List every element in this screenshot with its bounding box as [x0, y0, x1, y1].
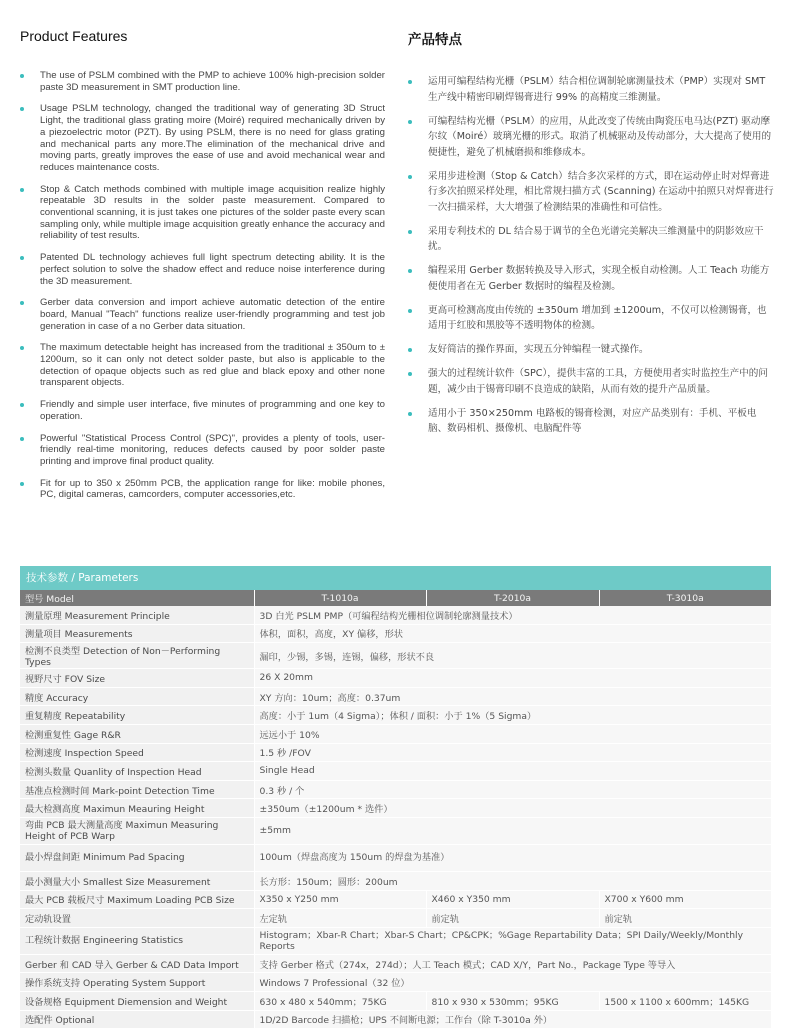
feature-item: Powerful "Statistical Process Control (SPC)", provides a plenty of tools, user-friendly real-time monitoring, reduces defects caused by poor solder paste printing and improve final product quality. — [20, 433, 385, 468]
param-value: 1D/2D Barcode 扫描枪；UPS 不间断电源；工作台（除 T-3010a 外） — [254, 1010, 771, 1029]
bullet-icon — [408, 175, 412, 179]
bullet-icon — [408, 412, 412, 416]
param-label: 检测重复性 Gage R&R — [20, 724, 254, 743]
model-header-row — [20, 590, 771, 606]
param-label: 精度 Accuracy — [20, 687, 254, 706]
param-label: 基准点检测时间 Mark-point Detection Time — [20, 780, 254, 799]
feature-item: 更高可检测高度由传统的 ±350um 增加到 ±1200um，不仅可以检测锡膏，也适用于红胶和黑胶等不透明物体的检测。 — [408, 303, 774, 334]
param-value: 0.3 秒 / 个 — [254, 780, 771, 799]
param-value: ±350um（±1200um * 选件） — [254, 799, 771, 818]
table-row — [20, 762, 771, 781]
param-value: X350 x Y250 mm — [254, 890, 426, 909]
param-value: Histogram；Xbar-R Chart；Xbar-S Chart；CP&CPK；%Gage Repartability Data；SPI Daily/Weekly/Monthly Reports — [254, 927, 771, 954]
param-value: 26 X 20mm — [254, 669, 771, 688]
parameters-section — [20, 566, 771, 1029]
bullet-icon — [20, 437, 24, 441]
param-label: 视野尺寸 FOV Size — [20, 669, 254, 688]
feature-item: Fit for up to 350 x 250mm PCB, the application range for like: mobile phones, PC, digital cameras, camcorders, computer accessories,etc. — [20, 478, 385, 501]
param-value: 1500 x 1100 x 600mm；145KG — [599, 991, 771, 1010]
param-value: 漏印，少锡，多锡，连锡，偏移，形状不良 — [254, 643, 771, 669]
table-row — [20, 817, 771, 844]
table-row — [20, 844, 771, 871]
param-label: Gerber 和 CAD 导入 Gerber & CAD Data Import — [20, 954, 254, 973]
feature-item: Gerber data conversion and import achieve automatic detection of the entire board, Manual "Teach" functions realize user-friendly programming and test job generation in case of a no Gerber data situation. — [20, 297, 385, 332]
chinese-features-column — [408, 0, 774, 445]
param-value: Single Head — [254, 762, 771, 781]
bullet-icon — [408, 230, 412, 234]
bullet-icon — [408, 372, 412, 376]
feature-item: Usage PSLM technology, changed the traditional way of generating 3D Struct Light, the traditional glass grating moire (Moiré) required mechanically driven by a piezoelectric motor (PZT). By using PSLM, there is no need for glass grating and mechanical parts any more.The elimination of the mechanical drive and moving parts, greatly improves the ease of use and avoid mechanical wear and reduces maintenance costs. — [20, 103, 385, 173]
bullet-icon — [408, 269, 412, 273]
param-label: 检测速度 Inspection Speed — [20, 743, 254, 762]
param-value: 体积，面积，高度，XY 偏移，形状 — [254, 624, 771, 643]
parameters-table — [20, 590, 771, 1029]
table-row — [20, 706, 771, 725]
param-label: 选配件 Optional — [20, 1010, 254, 1029]
feature-item: 采用专利技术的 DL 结合易于调节的全色光谱完美解决三维测量中的阴影效应干扰。 — [408, 224, 774, 255]
param-value: 810 x 930 x 530mm；95KG — [426, 991, 599, 1010]
english-section-title: Product Features — [20, 28, 128, 44]
bullet-icon — [408, 348, 412, 352]
table-row — [20, 643, 771, 669]
param-label: 工程统计数据 Engineering Statistics — [20, 927, 254, 954]
param-label: 最小测量大小 Smallest Size Measurement — [20, 871, 254, 890]
feature-item: 采用步进检测（Stop & Catch）结合多次采样的方式，即在运动停止时对焊膏进行多次拍照采样处理，相比常规扫描方式 (Scanning) 在运动中拍照只对焊膏进行一次扫描采样，大大增强了检测结果的准确性和可信性。 — [408, 169, 774, 216]
feature-item: 强大的过程统计软件（SPC），提供丰富的工具，方便使用者实时监控生产中的问题，减少由于锡膏印刷不良造成的缺陷，从而有效的提升产品质量。 — [408, 366, 774, 397]
model-name: T-1010a — [254, 590, 426, 606]
param-label: 设备规格 Equipment Diemension and Weight — [20, 991, 254, 1010]
param-label: 重复精度 Repeatability — [20, 706, 254, 725]
param-label: 最大 PCB 载板尺寸 Maximum Loading PCB Size — [20, 890, 254, 909]
param-value: 3D 白光 PSLM PMP（可编程结构光栅相位调制轮廓测量技术） — [254, 606, 771, 624]
chinese-feature-list — [408, 74, 774, 437]
bullet-icon — [408, 80, 412, 84]
model-name: T-3010a — [599, 590, 771, 606]
table-row — [20, 973, 771, 992]
param-label: 最大检测高度 Maximun Meauring Height — [20, 799, 254, 818]
model-label: 型号 Model — [20, 590, 254, 606]
feature-item: Patented DL technology achieves full light spectrum detecting ability. It is the perfect solution to solve the shadow effect and reduce noise interference during the 3D measurement. — [20, 252, 385, 287]
param-label: 检测不良类型 Detection of Non－Performing Types — [20, 643, 254, 669]
english-features-column — [20, 0, 385, 511]
param-value: X700 x Y600 mm — [599, 890, 771, 909]
bullet-icon — [20, 74, 24, 78]
feature-item: Stop & Catch methods combined with multiple image acquisition realize highly repeatable 3D results in the solder paste measurement. Compared to conventional scanning, it is just takes one pictures of the solder paste every scan sampling only, while multiple image acquisition greatly enhance the accuracy and reliability of test results. — [20, 184, 385, 243]
param-value: 左定轨 — [254, 909, 426, 928]
table-row — [20, 954, 771, 973]
param-label: 最小焊盘间距 Minimum Pad Spacing — [20, 844, 254, 871]
param-value: 远远小于 10% — [254, 724, 771, 743]
bullet-icon — [20, 346, 24, 350]
feature-item: Friendly and simple user interface, five minutes of programming and one key to operation. — [20, 399, 385, 422]
table-row — [20, 669, 771, 688]
feature-item: The maximum detectable height has increased from the traditional ± 350um to ± 1200um, so it can only not detect solder paste, but also is applicable to the detection of opaque objects such as red glue and black epoxy and other none transparent objects. — [20, 342, 385, 389]
english-feature-list — [20, 70, 385, 501]
param-value: X460 x Y350 mm — [426, 890, 599, 909]
feature-item: The use of PSLM combined with the PMP to achieve 100% high-precision solder paste 3D measurement in SMT production line. — [20, 70, 385, 93]
table-row — [20, 991, 771, 1010]
table-row — [20, 624, 771, 643]
param-value: 1.5 秒 /FOV — [254, 743, 771, 762]
table-row — [20, 799, 771, 818]
bullet-icon — [408, 309, 412, 313]
param-value: 前定轨 — [599, 909, 771, 928]
parameters-header: 技术参数 / Parameters — [20, 566, 771, 590]
bullet-icon — [20, 256, 24, 260]
table-row — [20, 724, 771, 743]
param-label: 弯曲 PCB 最大测量高度 Maximun Measuring Height of PCB Warp — [20, 817, 254, 844]
param-value: 高度：小于 1um（4 Sigma）；体积 / 面积：小于 1%（5 Sigma） — [254, 706, 771, 725]
feature-item: 可编程结构光栅（PSLM）的应用，从此改变了传统由陶瓷压电马达(PZT) 驱动摩尔纹（Moiré）玻璃光栅的形式。取消了机械驱动及传动部分，大大提高了使用的便捷性，避免了机械磨损和维修成本。 — [408, 114, 774, 161]
feature-item: 友好简洁的操作界面，实现五分钟编程一键式操作。 — [408, 342, 774, 358]
model-name: T-2010a — [426, 590, 599, 606]
feature-item: 适用小于 350×250mm 电路板的锡膏检测，对应产品类别有：手机、平板电脑、数码相机、摄像机、电脑配件等 — [408, 406, 774, 437]
param-value: 630 x 480 x 540mm；75KG — [254, 991, 426, 1010]
param-value: 100um（焊盘高度为 150um 的焊盘为基准） — [254, 844, 771, 871]
chinese-section-title: 产品特点 — [408, 32, 462, 47]
feature-item: 运用可编程结构光栅（PSLM）结合相位调制轮廓测量技术（PMP）实现对 SMT 生产线中精密印刷焊锡膏进行 99% 的高精度三维测量。 — [408, 74, 774, 105]
param-label: 操作系统支持 Operating System Support — [20, 973, 254, 992]
param-label: 检测头数量 Quanlity of Inspection Head — [20, 762, 254, 781]
param-label: 测量原理 Measurement Principle — [20, 606, 254, 624]
table-row — [20, 927, 771, 954]
table-row — [20, 890, 771, 909]
param-label: 定动轨设置 — [20, 909, 254, 928]
table-row — [20, 909, 771, 928]
param-value: XY 方向：10um；高度：0.37um — [254, 687, 771, 706]
table-row — [20, 743, 771, 762]
table-row — [20, 780, 771, 799]
table-row — [20, 606, 771, 624]
table-row — [20, 687, 771, 706]
param-value: 支持 Gerber 格式（274x，274d）；人工 Teach 模式；CAD X/Y，Part No.，Package Type 等导入 — [254, 954, 771, 973]
param-value: 前定轨 — [426, 909, 599, 928]
bullet-icon — [20, 482, 24, 486]
table-row — [20, 1010, 771, 1029]
bullet-icon — [20, 107, 24, 111]
bullet-icon — [408, 120, 412, 124]
param-label: 测量项目 Measurements — [20, 624, 254, 643]
param-value: Windows 7 Professional（32 位） — [254, 973, 771, 992]
bullet-icon — [20, 301, 24, 305]
param-value: ±5mm — [254, 817, 771, 844]
bullet-icon — [20, 403, 24, 407]
table-row — [20, 871, 771, 890]
bullet-icon — [20, 188, 24, 192]
feature-item: 编程采用 Gerber 数据转换及导入形式，实现全板自动检测。人工 Teach 功能方便使用者在无 Gerber 数据时的编程及检测。 — [408, 263, 774, 294]
param-value: 长方形：150um；圆形：200um — [254, 871, 771, 890]
